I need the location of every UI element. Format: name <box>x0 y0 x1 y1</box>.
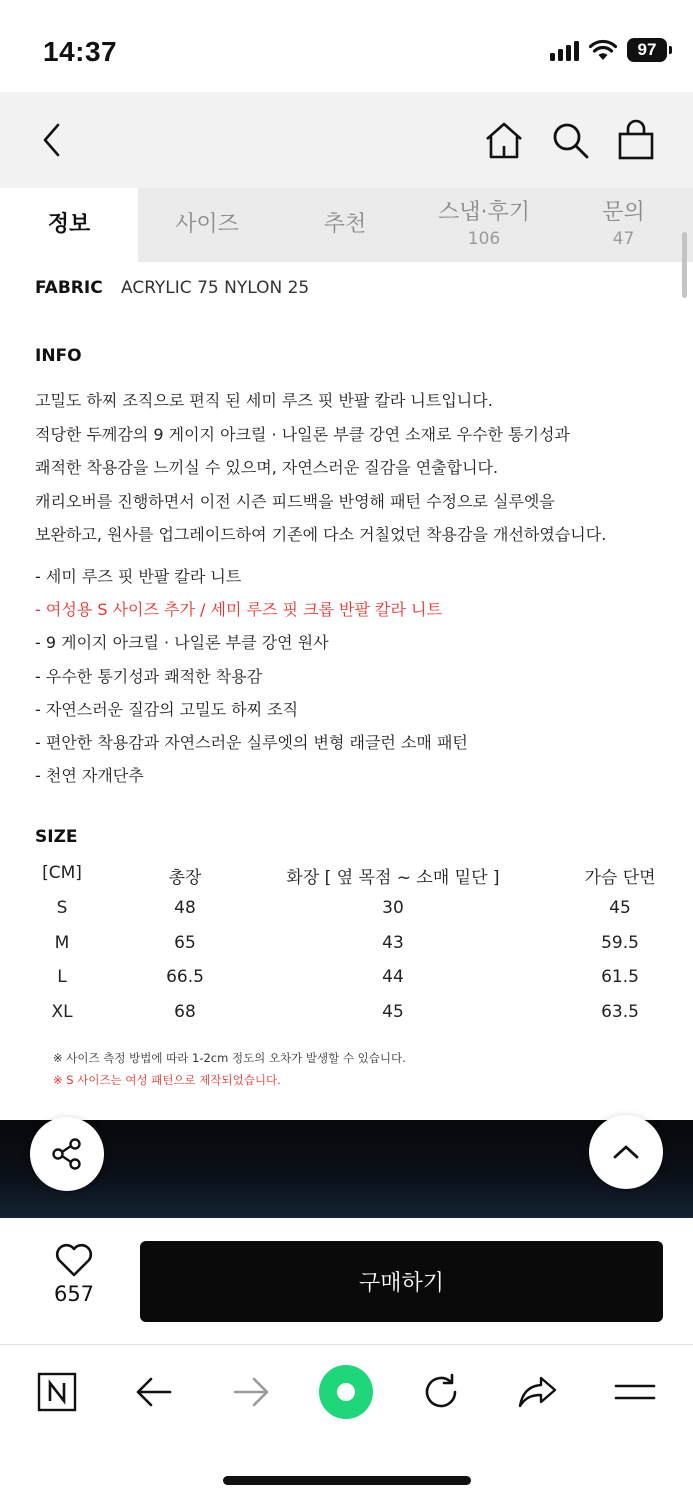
feature-list <box>35 560 468 792</box>
share-button[interactable] <box>30 1117 104 1191</box>
tab-count: 106 <box>467 229 501 249</box>
cart-button[interactable] <box>614 118 658 162</box>
size-header-cell: [CM] <box>42 863 82 883</box>
size-cell: 45 <box>609 897 631 918</box>
battery-indicator: 97 <box>627 38 667 62</box>
browser-share-button[interactable] <box>507 1367 567 1417</box>
naver-n-icon <box>37 1372 77 1412</box>
size-cell: 65 <box>174 932 196 953</box>
size-header-cell: 총장 <box>168 868 202 888</box>
browser-forward-button[interactable] <box>221 1367 281 1417</box>
back-button[interactable] <box>30 118 74 162</box>
size-table <box>35 863 665 1037</box>
size-cell: 61.5 <box>601 967 639 988</box>
size-cell: 63.5 <box>601 1002 639 1023</box>
tab-label: 문의 <box>602 200 645 225</box>
size-cell: 44 <box>382 967 404 988</box>
info-line: 고밀도 하찌 조직으로 편직 된 세미 루즈 핏 반팔 칼라 니트입니다. <box>35 391 493 410</box>
size-cell: L <box>57 967 67 988</box>
app-header <box>0 92 693 188</box>
feature-item: - 우수한 통기성과 쾌적한 착용감 <box>35 666 263 686</box>
info-line: 적당한 두께감의 9 게이지 아크릴 · 나일론 부클 강연 소재로 우수한 통기성과 <box>35 424 570 444</box>
size-cell: 59.5 <box>601 932 639 953</box>
table-row <box>35 1002 665 1037</box>
table-row <box>35 967 665 1002</box>
home-icon <box>484 120 524 160</box>
size-cell: M <box>54 932 70 953</box>
tab-info[interactable] <box>0 188 138 262</box>
size-note: ※ 사이즈 측정 방법에 따라 1-2cm 정도의 오차가 발생할 수 있습니다. <box>53 1051 406 1065</box>
info-description <box>35 384 606 552</box>
feature-item: - 세미 루즈 핏 반팔 칼라 니트 <box>35 567 242 586</box>
forward-arrow-icon <box>231 1374 271 1410</box>
feature-item: - 천연 자개단추 <box>35 766 144 786</box>
browser-menu-button[interactable] <box>605 1367 665 1417</box>
tab-label: 추천 <box>323 212 367 237</box>
tab-label: 스냅·후기 <box>437 200 530 225</box>
status-icons <box>550 38 667 62</box>
wifi-icon <box>589 39 617 61</box>
feature-item: - 자연스러운 질감의 고밀도 하찌 조직 <box>35 699 299 719</box>
home-indicator <box>223 1476 471 1485</box>
info-line: 보완하고, 원사를 업그레이드하여 기존에 다소 거칠었던 착용감을 개선하였습니다. <box>35 525 607 544</box>
table-row <box>35 898 665 933</box>
product-tabs <box>0 188 693 262</box>
tab-label: 정보 <box>47 212 91 237</box>
scrollbar[interactable] <box>682 232 687 298</box>
info-line: 캐리오버를 진행하면서 이전 시즌 피드백을 반영해 패턴 수정으로 실루엣을 <box>35 491 555 511</box>
size-cell: 43 <box>382 932 404 953</box>
size-cell: 48 <box>174 897 196 918</box>
naver-home-button[interactable] <box>27 1367 87 1417</box>
feature-item: - 9 게이지 아크릴 · 나일론 부클 강연 원사 <box>35 633 329 653</box>
feature-item: - 편안한 착용감과 자연스러운 실루엣의 변형 래글런 소매 패턴 <box>35 733 468 753</box>
size-cell: 68 <box>174 1002 196 1023</box>
size-title: SIZE <box>35 827 78 847</box>
tab-count: 47 <box>612 229 635 249</box>
shopping-bag-icon <box>616 119 656 161</box>
buy-button[interactable]: 구매하기 <box>140 1241 663 1322</box>
size-cell: 45 <box>382 1002 404 1023</box>
signal-icon <box>550 39 579 61</box>
feature-item-highlight: - 여성용 S 사이즈 추가 / 세미 루즈 핏 크롭 반팔 칼라 니트 <box>35 600 442 620</box>
like-count: 657 <box>53 1282 95 1306</box>
scroll-to-top-button[interactable] <box>589 1115 663 1189</box>
heart-icon <box>54 1242 94 1278</box>
fabric-label: FABRIC <box>35 278 103 298</box>
reload-icon <box>421 1372 461 1412</box>
browser-back-button[interactable] <box>124 1367 184 1417</box>
naver-green-button[interactable] <box>316 1367 376 1417</box>
tab-label: 사이즈 <box>175 212 239 237</box>
browser-toolbar <box>0 1345 693 1500</box>
home-button[interactable] <box>482 118 526 162</box>
fabric-row <box>35 278 309 298</box>
search-button[interactable] <box>548 118 592 162</box>
size-table-header <box>35 863 665 898</box>
size-cell: 30 <box>382 897 404 918</box>
tab-size[interactable] <box>138 188 276 262</box>
tab-snap-review[interactable] <box>414 188 554 262</box>
size-header-cell: 화장 [ 옆 목점 ~ 소매 밑단 ] <box>286 868 500 888</box>
share-icon <box>516 1374 558 1410</box>
menu-icon <box>614 1380 656 1404</box>
status-bar <box>0 0 693 92</box>
status-time: 14:37 <box>43 36 118 67</box>
tab-inquiry[interactable] <box>554 188 693 262</box>
green-dot-icon <box>318 1364 374 1420</box>
like-button[interactable] <box>38 1242 110 1306</box>
info-title: INFO <box>35 346 82 366</box>
search-icon <box>550 120 590 160</box>
fabric-value: ACRYLIC 75 NYLON 25 <box>121 278 310 298</box>
back-arrow-icon <box>134 1374 174 1410</box>
size-note-highlight: ※ S 사이즈는 여성 패턴으로 제작되었습니다. <box>53 1073 281 1087</box>
size-cell: 66.5 <box>166 967 204 988</box>
size-cell: S <box>56 897 68 918</box>
table-row <box>35 933 665 968</box>
info-line: 쾌적한 착용감을 느끼실 수 있으며, 자연스러운 질감을 연출합니다. <box>35 458 499 477</box>
product-image-strip <box>0 1120 693 1218</box>
size-cell: XL <box>51 1002 73 1023</box>
size-header-cell: 가슴 단면 <box>584 868 656 888</box>
chevron-up-icon <box>611 1142 641 1162</box>
reload-button[interactable] <box>411 1367 471 1417</box>
tab-recommend[interactable] <box>276 188 414 262</box>
share-nodes-icon <box>49 1136 85 1172</box>
back-icon <box>40 122 64 158</box>
purchase-bar <box>0 1218 693 1345</box>
